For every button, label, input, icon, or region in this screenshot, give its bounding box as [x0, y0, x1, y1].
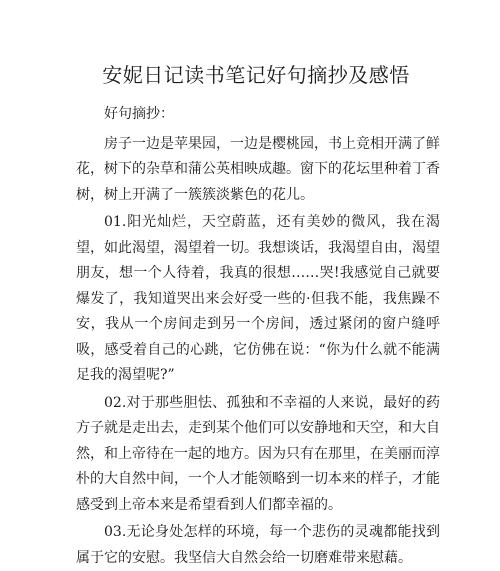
section-label: 好句摘抄：	[104, 106, 174, 122]
paragraph: 02.对于那些胆怯、孤独和不幸福的人来说，最好的药方子就是走出去，走到某个他们可以安静地和天空，和大自然，和上帝待在一起的地方。因为只有在那里，在美丽而淳朴的大自然中间，一个人才能领略到一切本来的样子，才能感受到上帝本来是希望看到人们都幸福的。	[76, 394, 440, 513]
document-body	[76, 102, 440, 571]
paragraph: 房子一边是苹果园，一边是樱桃园，书上竞相开满了鲜花，树下的杂草和蒲公英相映成趣。窗下的花坛里种着丁香树，树上开满了一簇簇淡紫色的花儿。	[76, 135, 440, 203]
document-title: 安妮日记读书笔记好句摘抄及感悟	[102, 63, 410, 87]
paragraph: 01.阳光灿烂，天空蔚蓝，还有美妙的微风，我在渴望，如此渴望，渴望着一切。我想谈话，我渴望自由，渴望朋友，想一个人待着，我真的很想……哭!我感觉自己就要爆发了，我知道哭出来会好受一些的·但我不能，我焦躁不安，我从一个房间走到另一个房间，透过紧闭的窗户缝呼吸，感受着自己的心跳，它仿佛在说：“你为什么就不能满足我的渴望呢?”	[76, 214, 440, 383]
paragraph: 03.无论身处怎样的环境，每一个悲伤的灵魂都能找到属于它的安慰。我坚信大自然会给一切磨难带来慰藉。	[76, 524, 440, 566]
